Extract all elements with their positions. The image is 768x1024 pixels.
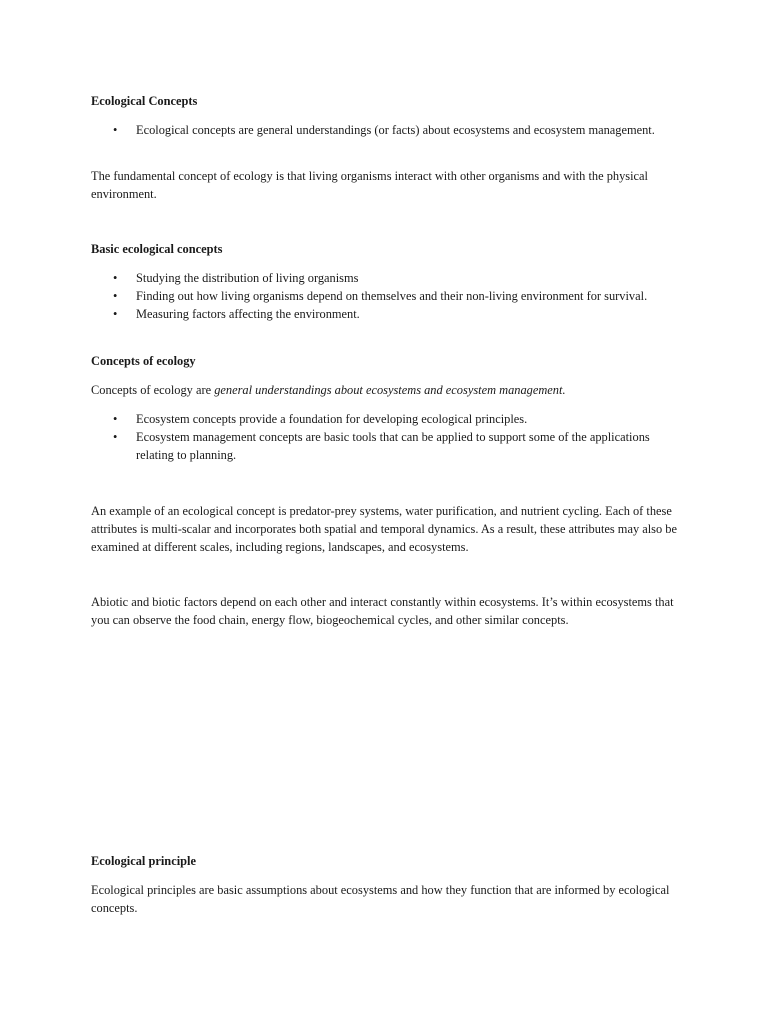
- bullet-list-ecological-concepts: [91, 121, 681, 139]
- bullet-icon: •: [113, 430, 118, 444]
- paragraph-text: Concepts of ecology are: [91, 383, 215, 397]
- bullet-icon: •: [113, 307, 118, 321]
- list-item-text: Finding out how living organisms depend on themselves and their non-living environment for survival.: [136, 289, 648, 303]
- heading-ecological-principle: Ecological principle: [91, 854, 196, 868]
- bullet-icon: •: [113, 123, 118, 137]
- heading-basic-ecological-concepts: Basic ecological concepts: [91, 242, 223, 256]
- bullet-icon: •: [113, 412, 118, 426]
- list-item-text: Ecosystem management concepts are basic tools that can be applied to support some of the applications relating to planning.: [136, 430, 650, 462]
- list-item: [91, 305, 681, 323]
- paragraph-abiotic-biotic: Abiotic and biotic factors depend on each other and interact constantly within ecosystems. It’s within ecosystems that you can observe the food chain, energy flow, biogeochemical cycles, and other similar concepts.: [91, 595, 674, 627]
- bullet-icon: •: [113, 271, 118, 285]
- paragraph-ecological-principles: Ecological principles are basic assumptions about ecosystems and how they function that are informed by ecological concepts.: [91, 883, 670, 915]
- list-item-text: Studying the distribution of living organisms: [136, 271, 359, 285]
- bullet-list-concepts-of-ecology: [91, 410, 681, 464]
- paragraph-italic-text: general understandings about ecosystems and ecosystem management.: [214, 383, 566, 397]
- list-item: [91, 287, 681, 305]
- list-item-text: Ecological concepts are general understandings (or facts) about ecosystems and ecosystem management.: [136, 123, 655, 137]
- list-item: [91, 121, 681, 139]
- list-item: [91, 410, 681, 428]
- heading-concepts-of-ecology: Concepts of ecology: [91, 354, 196, 368]
- list-item: [91, 269, 681, 287]
- list-item-text: Ecosystem concepts provide a foundation for developing ecological principles.: [136, 412, 528, 426]
- list-item-text: Measuring factors affecting the environment.: [136, 307, 360, 321]
- list-item: [91, 428, 681, 464]
- bullet-icon: •: [113, 289, 118, 303]
- paragraph-ecological-concept-example: An example of an ecological concept is predator-prey systems, water purification, and nutrient cycling. Each of these attributes is multi-scalar and incorporates both spatial and temporal dynamics. As a result, these attributes may also be examined at different scales, including regions, landscapes, and ecosystems.: [91, 504, 677, 554]
- heading-ecological-concepts: Ecological Concepts: [91, 94, 198, 108]
- paragraph-concepts-definition: [91, 381, 681, 399]
- paragraph-fundamental-concept: The fundamental concept of ecology is that living organisms interact with other organisms and with the physical environment.: [91, 169, 648, 201]
- bullet-list-basic-concepts: [91, 269, 681, 323]
